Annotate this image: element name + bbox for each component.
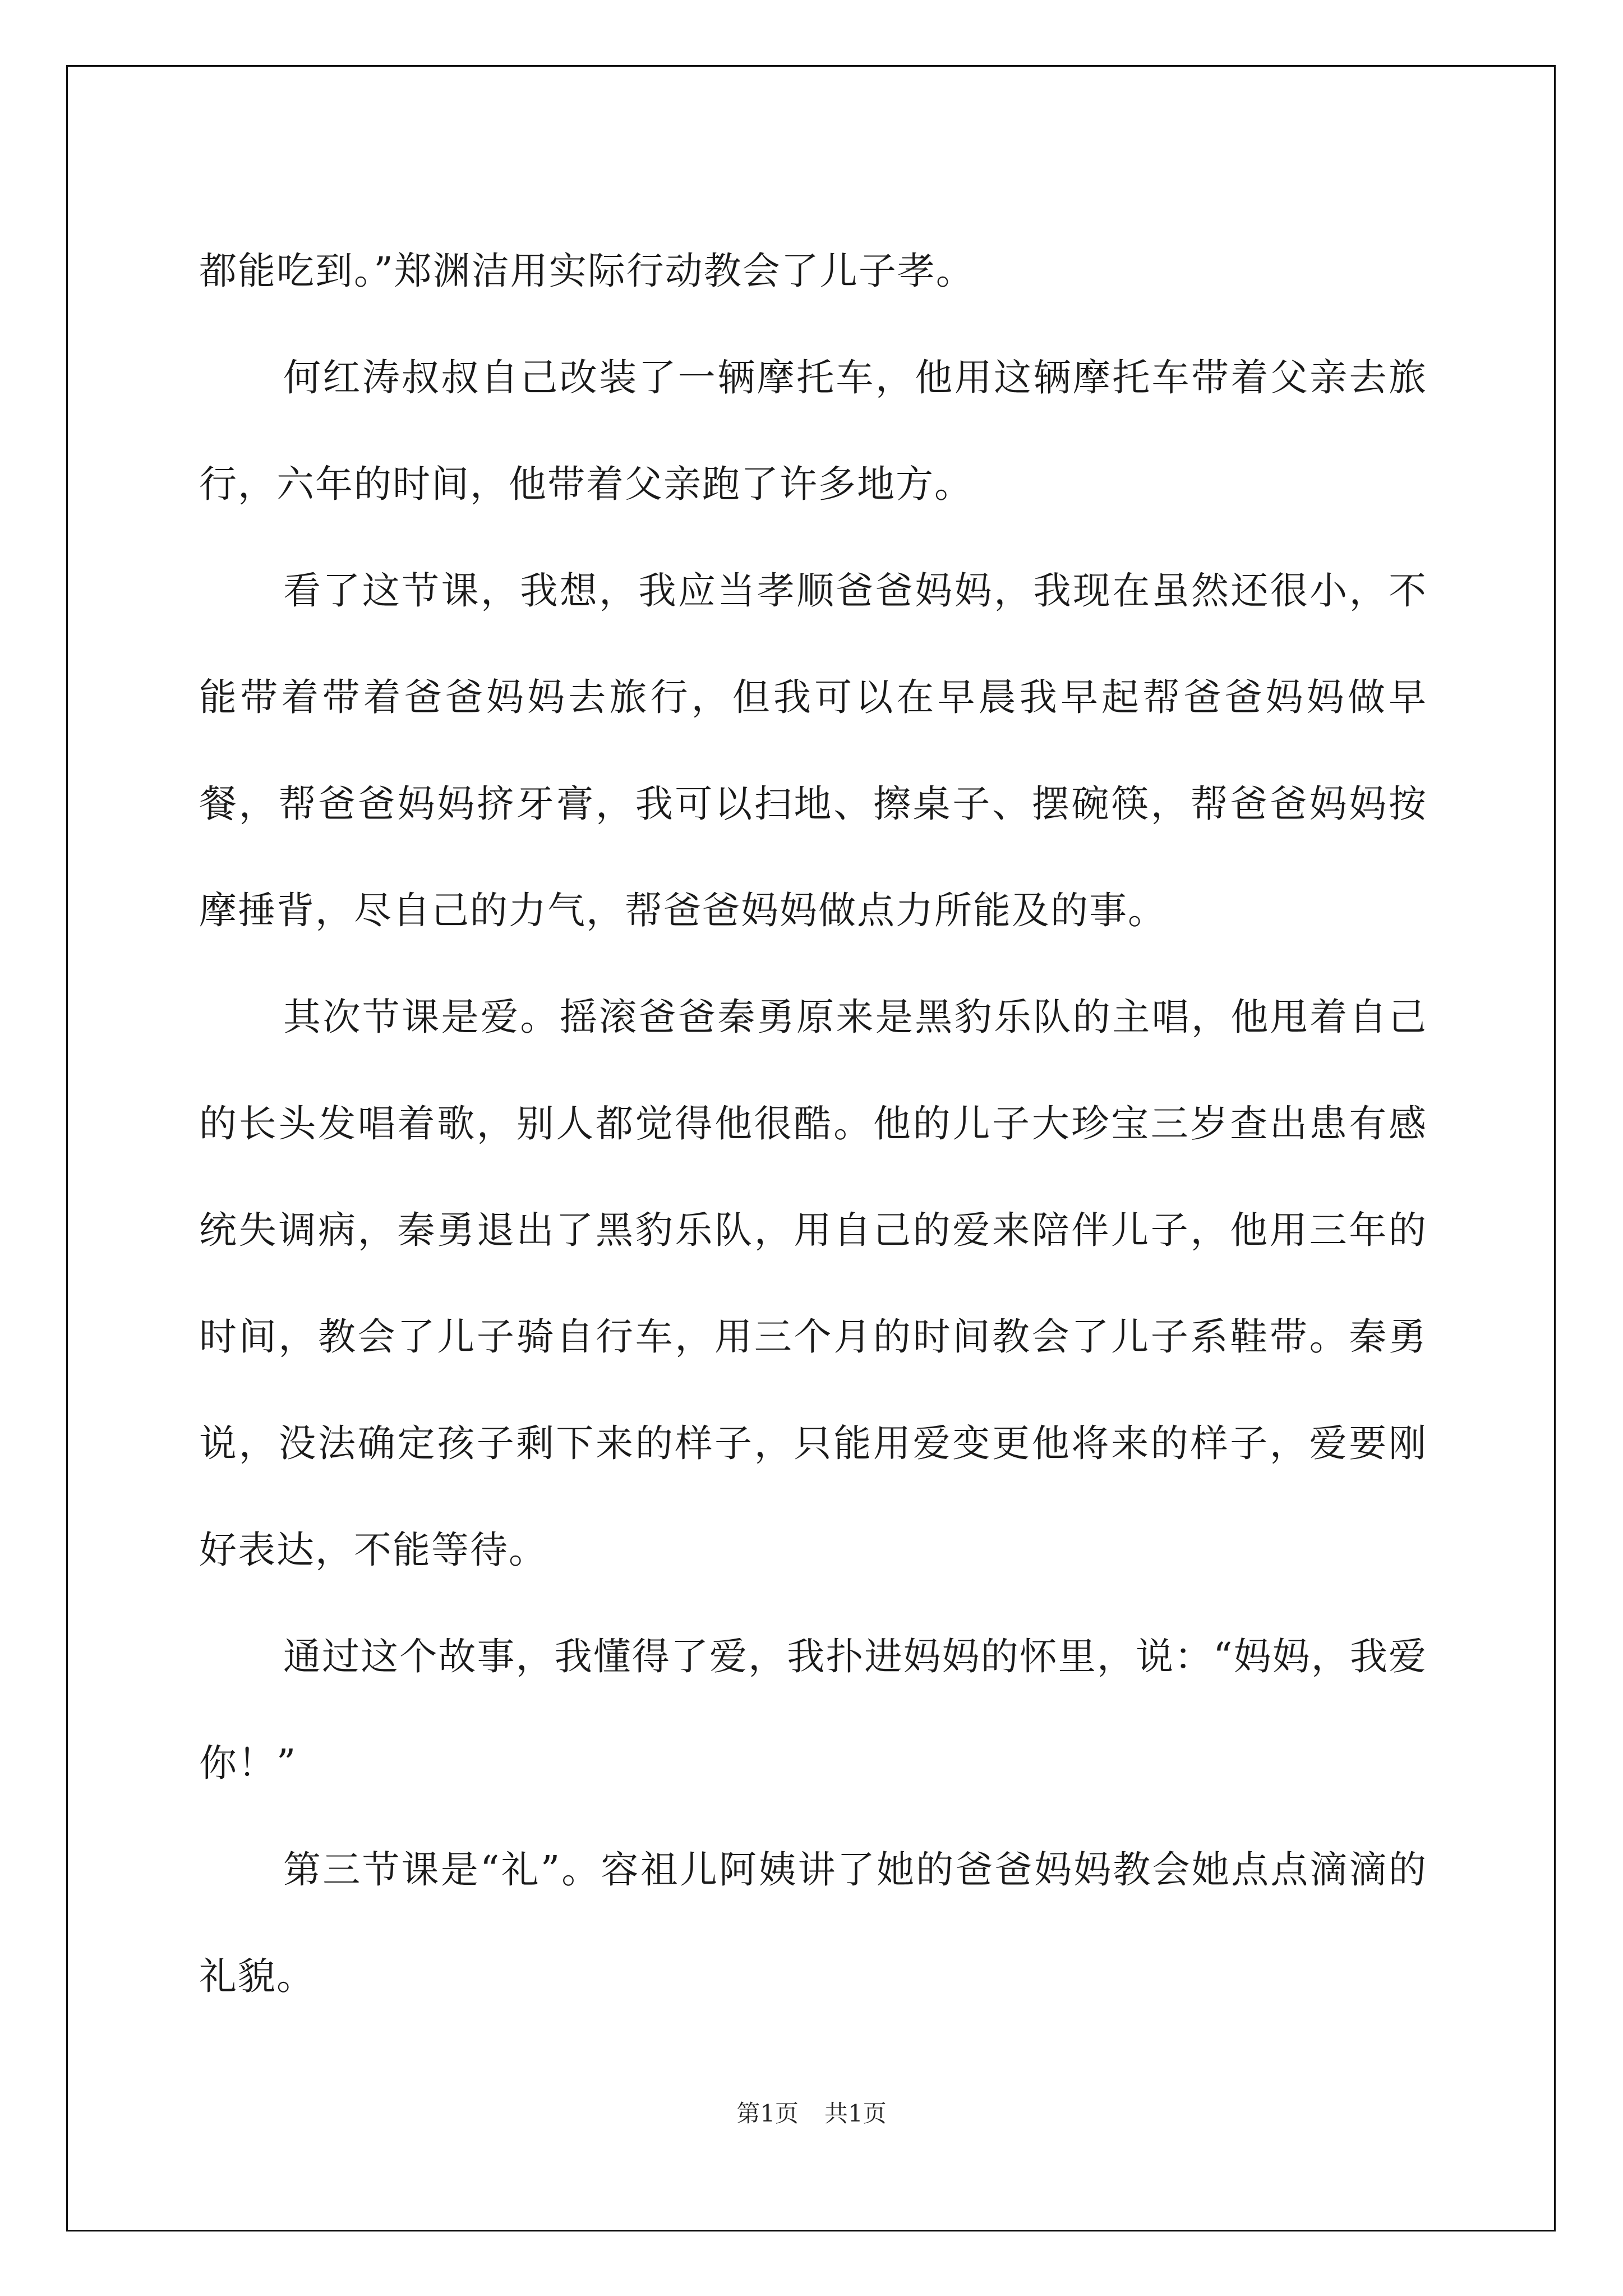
page-footer <box>0 2097 1623 2131</box>
page-total: 共1页 <box>824 2100 887 2127</box>
document-body <box>199 218 1427 2030</box>
paragraph-third-lesson-courtesy: 第三节课是“礼”。容祖儿阿姨讲了她的爸爸妈妈教会她点点滴滴的礼貌。 <box>199 1848 1427 1998</box>
page-number: 第1页 <box>736 2100 799 2127</box>
paragraph-filial-piety: 看了这节课，我想，我应当孝顺爸爸妈妈，我现在虽然还很小，不能带着带着爸爸妈妈去旅行，但我可以在早晨我早起帮爸爸妈妈做早餐，帮爸爸妈妈挤牙膏，我可以扫地、擦桌子、摆碗筷，帮爸爸妈妈按摩捶背，尽自己的力气，帮爸爸妈妈做点力所能及的事。 <box>199 569 1427 932</box>
paragraph-motorcycle: 何红涛叔叔自己改装了一辆摩托车，他用这辆摩托车带着父亲去旅行，六年的时间，他带着父亲跑了许多地方。 <box>199 356 1427 506</box>
paragraph-second-lesson-love: 其次节课是爱。摇滚爸爸秦勇原来是黑豹乐队的主唱，他甩着自己的长头发唱着歌，别人都觉得他很酷。他的儿子大珍宝三岁查出患有感统失调病，秦勇退出了黑豹乐队，用自己的爱来陪伴儿子，他用三年的时间，教会了儿子骑自行车，用三个月的时间教会了儿子系鞋带。秦勇说，没法确定孩子剩下来的样子，只能用爱变更他将来的样子，爱要刚好表达，不能等待。 <box>199 995 1427 1572</box>
paragraph-continuation: 都能吃到。”郑渊洁用实际行动教会了儿子孝。 <box>199 249 975 293</box>
paragraph-story-reflection: 通过这个故事，我懂得了爱，我扑进妈妈的怀里，说：“妈妈，我爱你！” <box>199 1635 1427 1785</box>
